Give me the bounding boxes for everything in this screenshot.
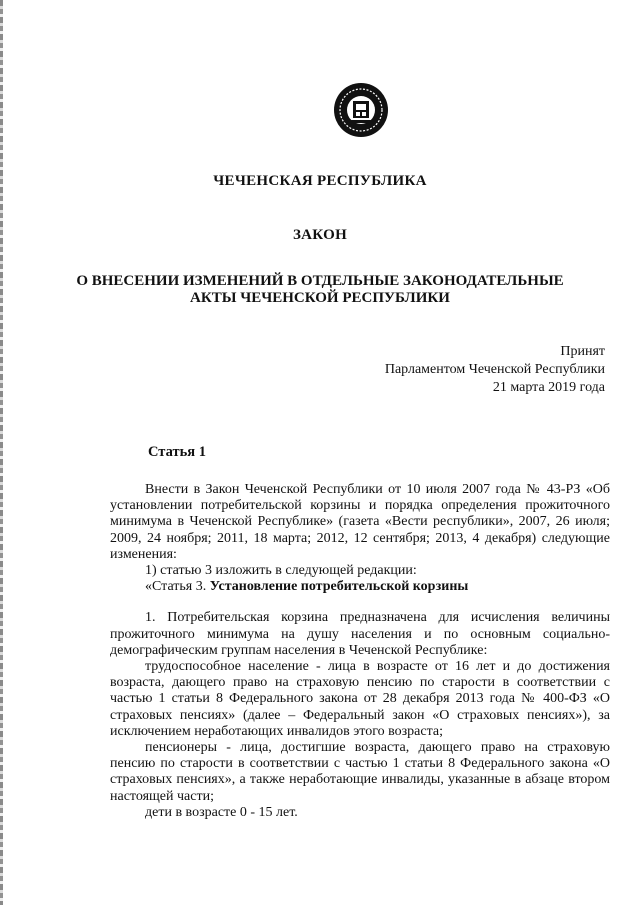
article-item1: 1) статью 3 изложить в следующей редакции:: [145, 563, 417, 579]
quoted-article-heading: [110, 579, 610, 595]
law-title-line2: АКТЫ ЧЕЧЕНСКОЙ РЕСПУБЛИКИ: [190, 290, 450, 306]
doc-type-heading: ЗАКОН: [292, 227, 348, 243]
quoted-article-title: Установление потребительской корзины: [209, 579, 469, 595]
law-title-line1: О ВНЕСЕНИИ ИЗМЕНЕНИЙ В ОТДЕЛЬНЫЕ ЗАКОНОДАТЕЛЬНЫЕ: [76, 273, 564, 289]
coat-of-arms-icon: [333, 82, 389, 138]
article-intro: Внести в Закон Чеченской Республики от 10 июля 2007 года № 43-РЗ «Об установлении потребительской корзины и порядка определения прожиточного минимума в Чеченской Республике» (газета «Вести республики», 2007, 26 июля; 2009, 24 ноября; 2011, 18 марта; 2012, 12 сентября; 2013, 4 декабря) следующие изменения:: [110, 482, 610, 562]
republic-heading: ЧЕЧЕНСКАЯ РЕСПУБЛИКА: [213, 173, 427, 189]
paragraph-1: 1. Потребительская корзина предназначена для исчисления величины прожиточного минимума на душу населения и по основным социально-демографическим группам населения в Чеченской Республике:: [110, 610, 610, 658]
article-heading: Статья 1: [148, 444, 206, 460]
adoption-date: 21 марта 2019 года: [492, 380, 605, 395]
paragraph-pensioners: пенсионеры - лица, достигшие возраста, дающего право на страховую пенсию по старости в соответствии с частью 1 статьи 8 Федерального закона «О страховых пенсиях», а также неработающие инвалиды, указанные в абзаце втором настоящей части;: [110, 740, 610, 804]
scan-edge-artifact: [0, 0, 3, 905]
paragraph-working-age: трудоспособное население - лица в возрасте от 16 лет и до достижения возраста, дающего право на страховую пенсию по старости в соответствии с частью 1 статьи 8 Федерального закона от 28 декабря 2013 года № 400-ФЗ «О страховых пенсиях» (далее – Федеральный закон «О страховых пенсиях»), за исключением неработающих инвалидов этого возраста;: [110, 659, 610, 739]
adoption-line1: Принят: [560, 344, 605, 359]
adoption-block: [385, 343, 605, 397]
article-body: [110, 482, 610, 821]
adoption-line2: Парламентом Чеченской Республики: [384, 362, 605, 377]
paragraph-children: дети в возрасте 0 - 15 лет.: [145, 804, 298, 820]
quoted-article-prefix: «Статья 3.: [145, 579, 207, 595]
